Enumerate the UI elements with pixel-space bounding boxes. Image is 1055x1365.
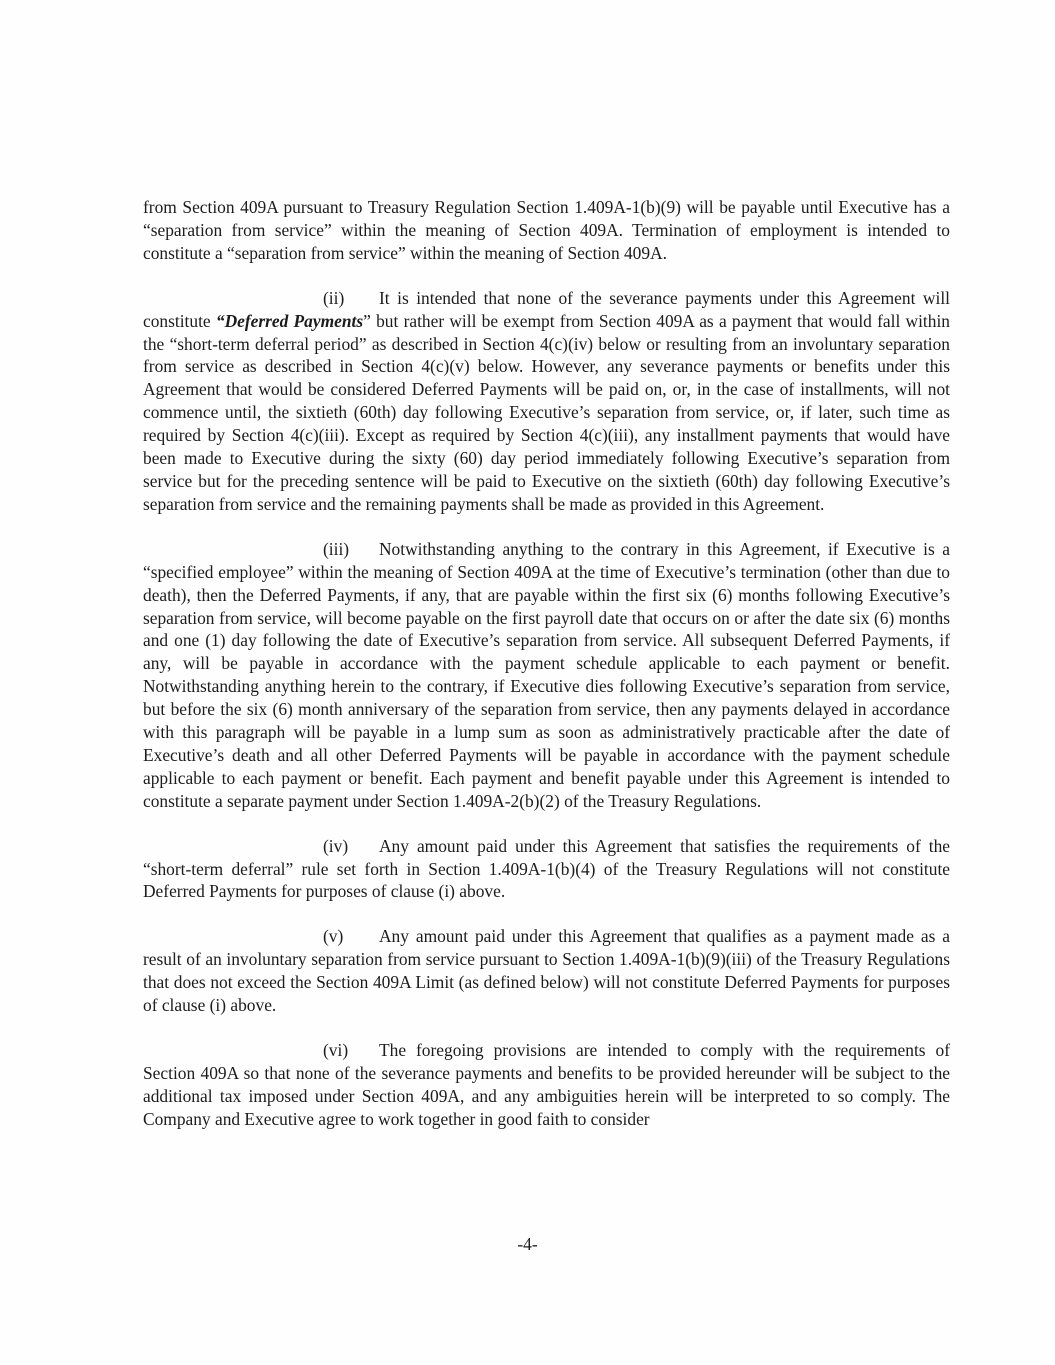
paragraph-ii (143, 287, 950, 516)
document-body (143, 196, 950, 1153)
paragraph-text-post: ” but rather will be exempt from Section 409A as a payment that would fall within the “short-term deferral period” as described in Section 4(c)(iv) below or resulting from an involuntary separation from service as described in Section 4(c)(v) below. However, any severance payments or benefits under this Agreement that would be considered Deferred Payments will be paid on, or, in the case of installments, will not commence until, the sixtieth (60th) day following Executive’s separation from service, or, if later, such time as required by Section 4(c)(iii). Except as required by Section 4(c)(iii), any installment payments that would have been made to Executive during the sixty (60) day period immediately following Executive’s separation from service but for the preceding sentence will be paid to Executive on the sixtieth (60th) day following Executive’s separation from service and the remaining payments shall be made as provided in this Agreement. (143, 310, 950, 514)
paragraph-text: Any amount paid under this Agreement that qualifies as a payment made as a result of an involuntary separation from service pursuant to Section 1.409A-1(b)(9)(iii) of the Treasury Regulations that does not exceed the Section 409A Limit (as defined below) will not constitute Deferred Payments for purposes of clause (i) above. (143, 926, 950, 1016)
paragraph-iii (143, 538, 950, 813)
paragraph-text: Notwithstanding anything to the contrary in this Agreement, if Executive is a “specified employee” within the meaning of Section 409A at the time of Executive’s termination (other than due to death), then the Deferred Payments, if any, that are payable within the first six (6) months following Executive’s separation from service, will become payable on the first payroll date that occurs on or after the date six (6) months and one (1) day following the date of Executive’s separation from service. All subsequent Deferred Payments, if any, will be payable in accordance with the payment schedule applicable to each payment or benefit. Notwithstanding anything herein to the contrary, if Executive dies following Executive’s separation from service, but before the six (6) month anniversary of the separation from service, then any payments delayed in accordance with this paragraph will be payable in a lump sum as soon as administratively practicable after the date of Executive’s death and all other Deferred Payments will be payable in accordance with the payment schedule applicable to each payment or benefit. Each payment and benefit payable under this Agreement is intended to constitute a separate payment under Section 1.409A-2(b)(2) of the Treasury Regulations. (143, 538, 950, 811)
paragraph-iv (143, 835, 950, 904)
paragraph-vi (143, 1039, 950, 1131)
paragraph-number: (ii) (323, 287, 345, 308)
paragraph-text: Any amount paid under this Agreement that satisfies the requirements of the “short-term deferral” rule set forth in Section 1.409A-1(b)(4) of the Treasury Regulations will not constitute Deferred Payments for purposes of clause (i) above. (143, 835, 950, 902)
paragraph-text: The foregoing provisions are intended to comply with the requirements of Section 409A so that none of the severance payments and benefits to be provided hereunder will be subject to the additional tax imposed under Section 409A, and any ambiguities herein will be interpreted to so comply. The Company and Executive agree to work together in good faith to consider (143, 1040, 950, 1129)
paragraph-number: (v) (323, 926, 344, 947)
page-number: -4- (517, 1234, 538, 1254)
paragraph-number: (iii) (323, 538, 350, 559)
continuation-paragraph: from Section 409A pursuant to Treasury Regulation Section 1.409A-1(b)(9) will be payable until Executive has a “separation from service” within the meaning of Section 409A. Termination of employment is intended to constitute a “separation from service” within the meaning of Section 409A. (143, 197, 950, 263)
paragraph-number: (vi) (323, 1040, 349, 1060)
paragraph-v (143, 925, 950, 1017)
paragraph-number: (iv) (323, 835, 349, 856)
defined-term: “Deferred Payments (215, 310, 364, 331)
paragraph-text-pre: It is intended that none of the severance payments under this Agreement will constitute (143, 287, 950, 331)
